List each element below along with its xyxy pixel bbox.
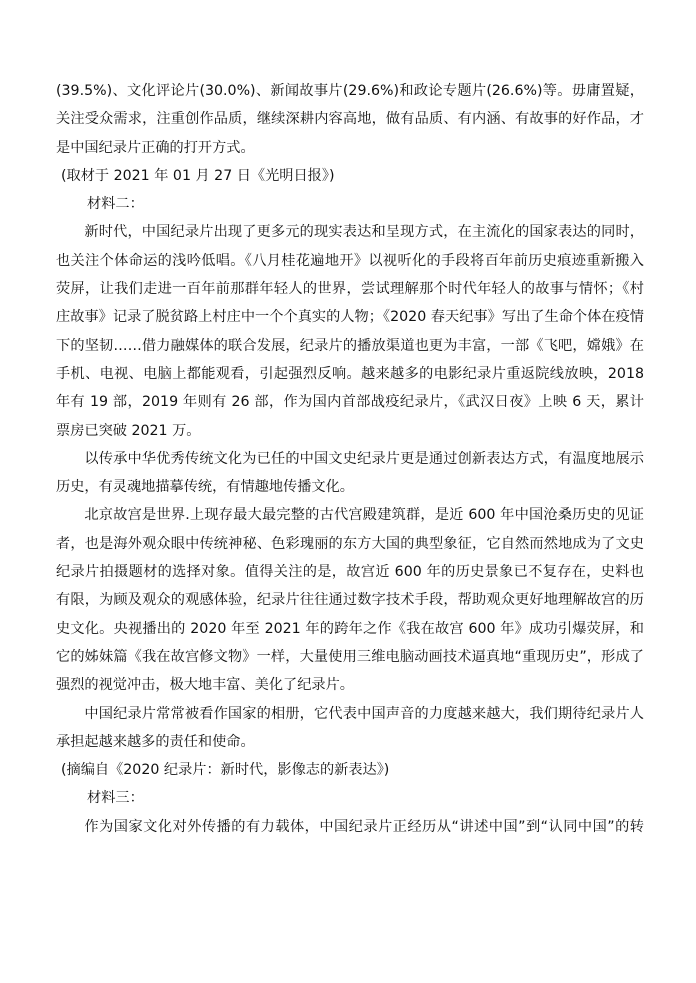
paragraph-cultural-history-docs: 以传承中华优秀传统文化为已任的中国文史纪录片更是通过创新表达方式，有温度地展示历史，有灵魂地描摹传统，有情趣地传播文化。 [56, 450, 644, 496]
material-two-heading: 材料二： [87, 196, 144, 213]
material-three-heading: 材料三： [87, 790, 144, 807]
source-note-2020-documentary: (摘编自《2020 纪录片：新时代，影像志的新表达》) [61, 762, 390, 779]
article-body [56, 77, 644, 841]
paragraph-survey-summary: (39.5%)、文化评论片(30.0%)、新闻故事片(29.6%)和政论专题片(26.6%)等。毋庸置疑，关注受众需求，注重创作品质，继续深耕内容高地，做有品质、有内涵、有故事的好作品，才是中国纪录片正确的打开方式。 [56, 83, 644, 156]
paragraph-forbidden-city: 北京故宫是世界.上现存最大最完整的古代宫殿建筑群，是近 600 年中国沧桑历史的见证者，也是海外观众眼中传统神秘、色彩瑰丽的东方大国的典型象征，它自然而然地成为了文史纪录片拍摄题材的选择对象。值得关注的是，故宫近 600 年的历史景象已不复存在，史料也有限，为顾及观众的观感体验，纪录片往往通过数字技术手段，帮助观众更好地理解故宫的历史文化。央视播出的 2020 年至 2021 年的跨年之作《我在故宫 600 年》成功引爆荧屏，和它的姊妹篇《我在故宫修文物》一样，大量使用三维电脑动画技术逼真地“重现历史”，形成了强烈的视觉冲击，极大地丰富、美化了纪录片。 [56, 507, 644, 694]
paragraph-national-album: 中国纪录片常常被看作国家的相册，它代表中国声音的力度越来越大，我们期待纪录片人承担起越来越多的责任和使命。 [56, 705, 644, 750]
paragraph-international-communication: 作为国家文化对外传播的有力载体，中国纪录片正经历从“讲述中国”到“认同中国”的转 [84, 818, 644, 835]
source-note-guangming-daily: (取材于 2021 年 01 月 27 日《光明日报》) [61, 167, 335, 184]
paragraph-new-era-expression: 新时代，中国纪录片出现了更多元的现实表达和呈现方式，在主流化的国家表达的同时，也关注个体命运的浅吟低唱。《八月桂花遍地开》以视听化的手段将百年前历史痕迹重新搬入荧屏，让我们走进一百年前那群年轻人的世界，尝试理解那个时代年轻人的故事与情怀；《村庄故事》记录了脱贫路上村庄中一个个真实的人物；《2020 春天纪事》写出了生命个体在疫情下的坚韧……借力融媒体的联合发展，纪录片的播放渠道也更为丰富，一部《飞吧，嫦娥》在手机、电视、电脑上都能观看，引起强烈反响。越来越多的电影纪录片重返院线放映，2018 年有 19 部，2019 年则有 26 部，作为国内首部战疫纪录片，《武汉日夜》上映 6 天，累计票房已突破 2021 万。 [56, 224, 644, 439]
